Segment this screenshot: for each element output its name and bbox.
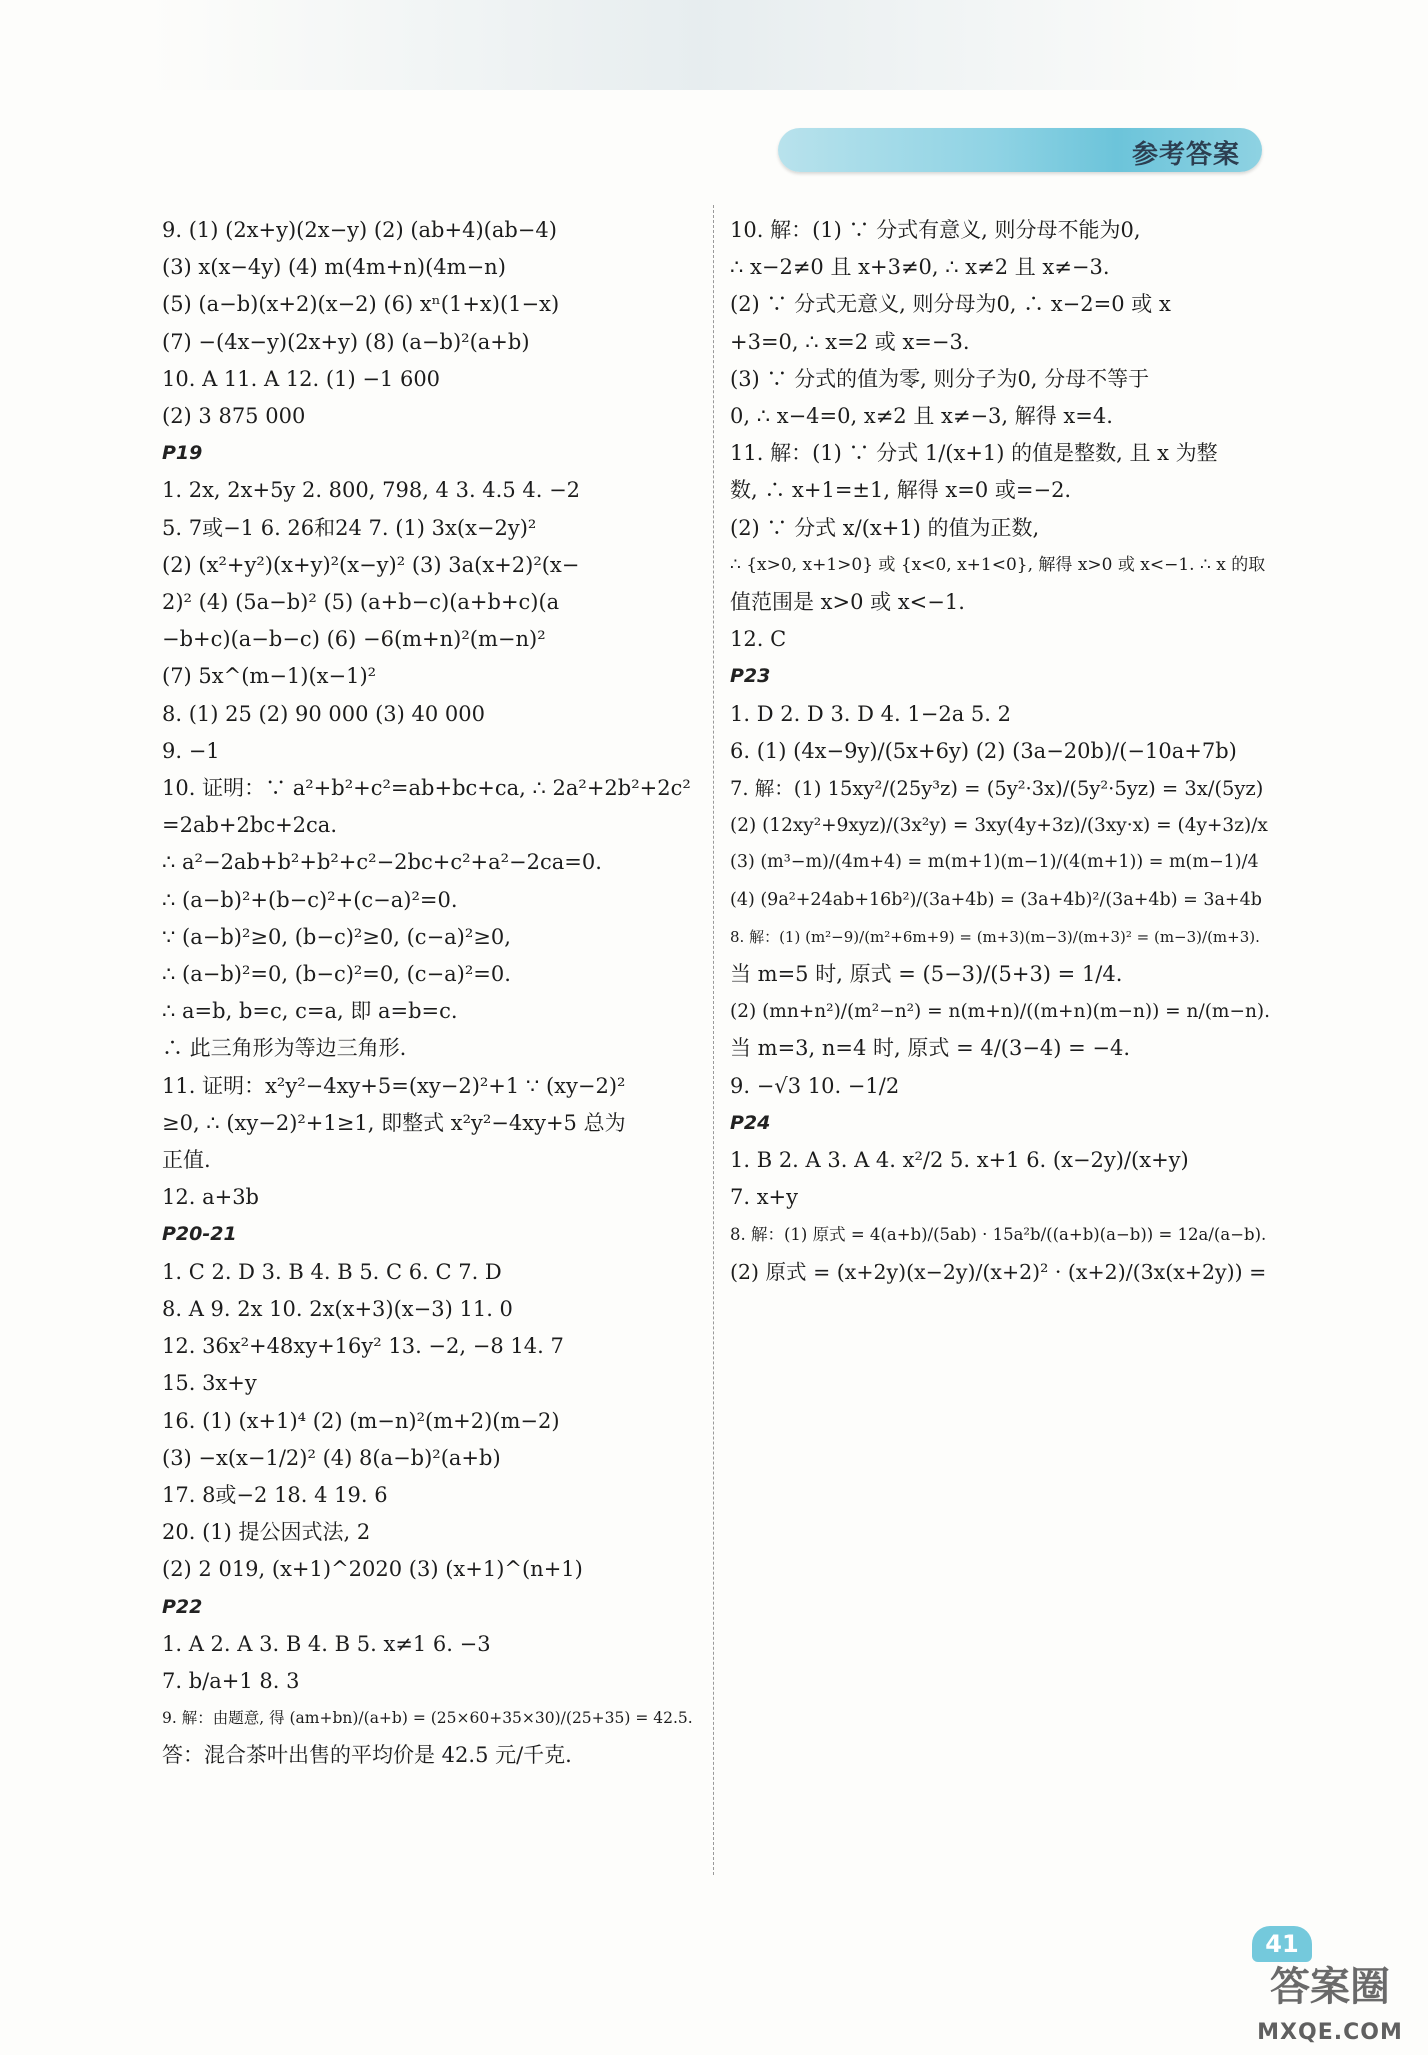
column-divider [713,205,714,1875]
answer-line: 8. 解：(1) 原式 = 4(a+b)/(5ab) · 15a²b/((a+b)(a−b)) = 12a/(a−b). [730,1225,1267,1245]
answer-line: ∴ 此三角形为等边三角形. [162,1036,407,1061]
section-label: P22 [162,1595,203,1618]
answer-line: 12. 36x²+48xy+16y² 13. −2, −8 14. 7 [162,1334,564,1359]
answer-line: (3) (m³−m)/(4m+4) = m(m+1)(m−1)/(4(m+1)) = m(m−1)/4 [730,852,1259,873]
answer-line: 15. 3x+y [162,1371,257,1396]
answer-line: ∴ x−2≠0 且 x+3≠0, ∴ x≠2 且 x≠−3. [730,255,1110,280]
answer-line: (2) ∵ 分式 x/(x+1) 的值为正数, [730,515,1040,540]
banner-title: 参考答案 [1131,140,1240,170]
answer-line: 当 m=5 时, 原式 = (5−3)/(5+3) = 1/4. [730,962,1123,987]
answer-line: 12. a+3b [162,1185,259,1210]
section-label: P24 [730,1111,771,1134]
answer-line: 1. C 2. D 3. B 4. B 5. C 6. C 7. D [162,1259,502,1284]
section-label: P23 [730,665,771,688]
answer-line: (2) (12xy²+9xyz)/(3x²y) = 3xy(4y+3z)/(3xy·x) = (4y+3z)/x [730,815,1268,837]
answer-line: 答：混合茶叶出售的平均价是 42.5 元/千克. [162,1743,572,1768]
answer-line: (3) x(x−4y) (4) m(4m+n)(4m−n) [162,255,506,280]
answer-line: 16. (1) (x+1)⁴ (2) (m−n)²(m+2)(m−2) [162,1408,560,1433]
page-number: 41 [1252,1926,1312,1962]
answer-line: (4) (9a²+24ab+16b²)/(3a+4b) = (3a+4b)²/(3a+4b) = 3a+4b [730,889,1262,910]
answer-line: 12. C [730,627,787,652]
answer-line: =2ab+2bc+2ca. [162,813,337,838]
answer-line: 7. x+y [730,1185,799,1210]
answer-line: 11. 证明：x²y²−4xy+5=(xy−2)²+1 ∵ (xy−2)² [162,1073,626,1098]
answer-line: 7. 解：(1) 15xy²/(25y³z) = (5y²·3x)/(5y²·5yz) = 3x/(5yz) [730,777,1264,801]
answer-line: +3=0, ∴ x=2 或 x=−3. [730,329,970,354]
right-column [730,212,1270,1291]
answer-line: 17. 8或−2 18. 4 19. 6 [162,1482,388,1507]
left-column [162,212,702,1775]
answer-line: 6. (1) (4x−9y)/(5x+6y) (2) (3a−20b)/(−10a+7b) [730,738,1237,763]
answer-line: 10. A 11. A 12. (1) −1 600 [162,366,441,391]
answer-line: (2) 3 875 000 [162,404,306,429]
answer-line: (2) 原式 = (x+2y)(x−2y)/(x+2)² · (x+2)/(3x(x+2y)) = [730,1259,1267,1284]
answer-line: (7) −(4x−y)(2x+y) (8) (a−b)²(a+b) [162,329,530,354]
answer-line: ∴ a²−2ab+b²+b²+c²−2bc+c²+a²−2ca=0. [162,850,602,875]
answer-line: (7) 5x^(m−1)(x−1)² [162,664,377,689]
answer-line: 正值. [162,1148,211,1173]
answer-line: −b+c)(a−b−c) (6) −6(m+n)²(m−n)² [162,627,546,652]
answer-line: 9. −1 [162,738,220,763]
answer-line: 5. 7或−1 6. 26和24 7. (1) 3x(x−2y)² [162,515,537,540]
answer-line: (2) ∵ 分式无意义, 则分母为0, ∴ x−2=0 或 x [730,292,1171,317]
answer-line: ∴ (a−b)²+(b−c)²+(c−a)²=0. [162,887,458,912]
answer-line: ∵ (a−b)²≥0, (b−c)²≥0, (c−a)²≥0, [162,924,511,949]
answer-line: ∴ {x>0, x+1>0} 或 {x<0, x+1<0}, 解得 x>0 或 x<−1. ∴ x 的取 [730,554,1266,575]
answer-line: ∴ a=b, b=c, c=a, 即 a=b=c. [162,999,458,1024]
answer-line: 20. (1) 提公因式法, 2 [162,1520,371,1545]
answer-line: 1. B 2. A 3. A 4. x²/2 5. x+1 6. (x−2y)/(x+y) [730,1148,1189,1173]
answer-line: 10. 证明：∵ a²+b²+c²=ab+bc+ca, ∴ 2a²+2b²+2c² [162,776,691,801]
answer-line: 2)² (4) (5a−b)² (5) (a+b−c)(a+b+c)(a [162,590,560,615]
answer-line: 7. b/a+1 8. 3 [162,1668,300,1693]
answer-line: (5) (a−b)(x+2)(x−2) (6) xⁿ(1+x)(1−x) [162,292,560,317]
section-label: P20-21 [162,1223,237,1246]
answer-line: 1. 2x, 2x+5y 2. 800, 798, 4 3. 4.5 4. −2 [162,478,581,503]
answer-line: ≥0, ∴ (xy−2)²+1≥1, 即整式 x²y²−4xy+5 总为 [162,1110,626,1135]
answer-line: 11. 解：(1) ∵ 分式 1/(x+1) 的值是整数, 且 x 为整 [730,441,1218,466]
answer-line: 10. 解：(1) ∵ 分式有意义, 则分母不能为0, [730,218,1141,242]
answer-line: 0, ∴ x−4=0, x≠2 且 x≠−3, 解得 x=4. [730,404,1113,429]
answer-line: 1. D 2. D 3. D 4. 1−2a 5. 2 [730,701,1011,726]
answer-line: 9. 解：由题意, 得 (am+bn)/(a+b) = (25×60+35×30)/(25+35) = 42.5. [162,1709,693,1728]
top-decoration [150,0,1250,90]
section-label: P19 [162,442,203,465]
answer-line: ∴ (a−b)²=0, (b−c)²=0, (c−a)²=0. [162,962,511,987]
answer-line: 数, ∴ x+1=±1, 解得 x=0 或=−2. [730,478,1072,503]
answer-line: 1. A 2. A 3. B 4. B 5. x≠1 6. −3 [162,1631,491,1656]
answer-line: (3) −x(x−1/2)² (4) 8(a−b)²(a+b) [162,1445,501,1470]
answer-line: 9. (1) (2x+y)(2x−y) (2) (ab+4)(ab−4) [162,218,557,242]
answer-key-banner [778,128,1262,172]
answer-line: 9. −√3 10. −1/2 [730,1073,900,1098]
watermark-url: MXQE.COM [1257,2020,1403,2045]
answer-line: 值范围是 x>0 或 x<−1. [730,590,965,615]
answer-line: (2) 2 019, (x+1)^2020 (3) (x+1)^(n+1) [162,1557,583,1582]
answer-line: 8. A 9. 2x 10. 2x(x+3)(x−3) 11. 0 [162,1296,513,1321]
answer-line: 8. (1) 25 (2) 90 000 (3) 40 000 [162,701,486,726]
answer-line: (2) (mn+n²)/(m²−n²) = n(m+n)/((m+n)(m−n)) = n/(m−n). [730,1001,1270,1023]
answer-line: 当 m=3, n=4 时, 原式 = 4/(3−4) = −4. [730,1036,1131,1061]
answer-line: (2) (x²+y²)(x+y)²(x−y)² (3) 3a(x+2)²(x− [162,552,580,577]
answer-line: 8. 解：(1) (m²−9)/(m²+6m+9) = (m+3)(m−3)/(m+3)² = (m−3)/(m+3). [730,927,1260,946]
watermark-logo: 答案圈 [1270,1964,1390,2010]
answer-line: (3) ∵ 分式的值为零, 则分子为0, 分母不等于 [730,366,1150,391]
